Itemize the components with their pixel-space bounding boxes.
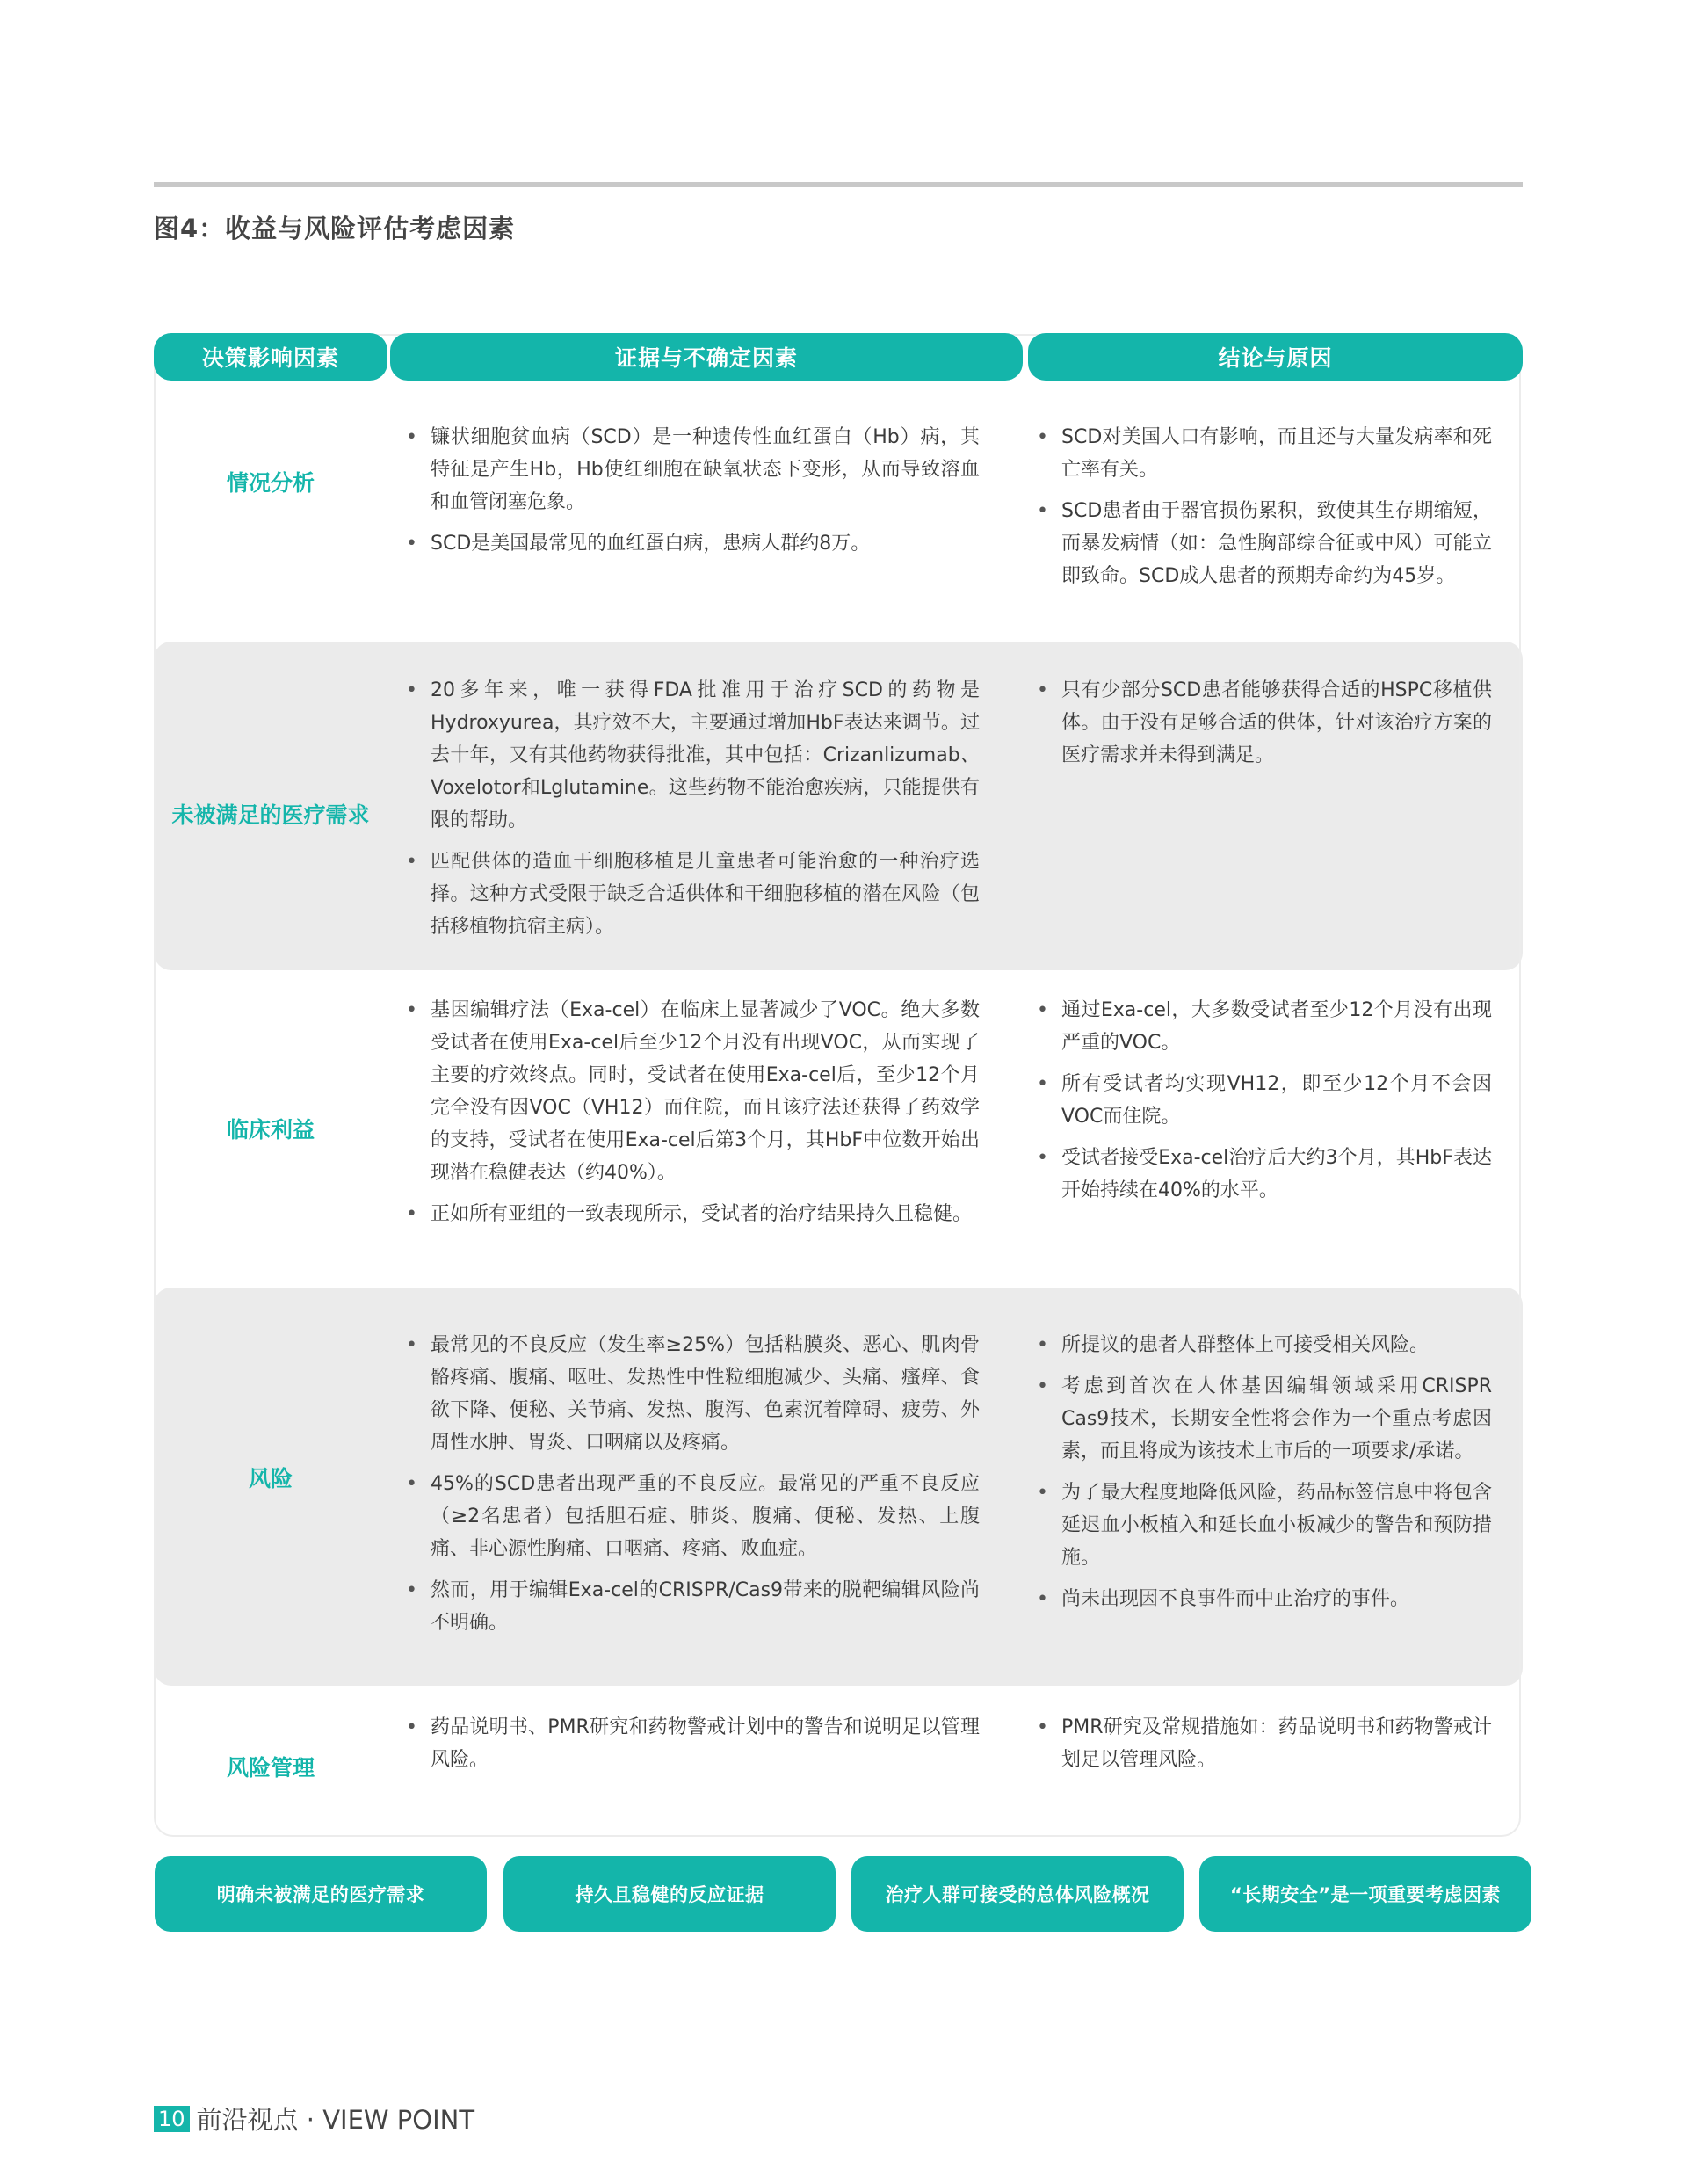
list-item: • 正如所有亚组的一致表现所示，受试者的治疗结果持久且稳健。 xyxy=(404,1198,980,1230)
factor-risk: 风险 xyxy=(248,1466,293,1491)
factor-risk-management: 风险管理 xyxy=(226,1755,315,1781)
conclusion-unmet-medical-need xyxy=(1035,674,1492,780)
evidence-risk-management xyxy=(404,1711,980,1785)
evidence-situation-analysis xyxy=(404,421,980,569)
summary-unmet-need: 明确未被满足的医疗需求 xyxy=(155,1856,487,1932)
page-footer xyxy=(154,2101,474,2137)
conclusion-risk-management xyxy=(1035,1711,1492,1785)
evidence-clinical-benefit xyxy=(404,994,980,1239)
list-item: • SCD对美国人口有影响，而且还与大量发病率和死亡率有关。 xyxy=(1035,421,1492,486)
factor-situation-analysis: 情况分析 xyxy=(226,470,315,496)
section-label: 前沿视点 · VIEW POINT xyxy=(196,2105,475,2135)
factor-unmet-medical-need: 未被满足的医疗需求 xyxy=(171,802,370,828)
top-rule xyxy=(154,182,1523,187)
header-decision-factor: 决策影响因素 xyxy=(154,333,387,381)
conclusion-situation-analysis xyxy=(1035,421,1492,601)
evidence-unmet-medical-need xyxy=(404,674,980,952)
list-item: • 20多年来，唯一获得FDA批准用于治疗SCD的药物是Hydroxyurea，其疗效不大，主要通过增加HbF表达来调节。过去十年，又有其他药物获得批准，其中包括：Crizanlizumab、Voxelotor和Lglutamine。这些药物不能治愈疾病，只能提供有限的帮助。 xyxy=(404,674,980,837)
list-item: • 45%的SCD患者出现严重的不良反应。最常见的严重不良反应（≥2名患者）包括胆石症、肺炎、腹痛、便秘、发热、上腹痛、非心源性胸痛、口咽痛、疼痛、败血症。 xyxy=(404,1468,980,1565)
list-item: • SCD是美国最常见的血红蛋白病，患病人群约8万。 xyxy=(404,527,980,560)
factor-clinical-benefit: 临床利益 xyxy=(226,1117,315,1143)
list-item: • 然而，用于编辑Exa-cel的CRISPR/Cas9带来的脱靶编辑风险尚不明确。 xyxy=(404,1574,980,1639)
list-item: • PMR研究及常规措施如：药品说明书和药物警戒计划足以管理风险。 xyxy=(1035,1711,1492,1776)
evidence-risk xyxy=(404,1329,980,1648)
conclusion-risk xyxy=(1035,1329,1492,1624)
page-number: 10 xyxy=(154,2106,190,2132)
header-conclusion: 结论与原因 xyxy=(1028,333,1523,381)
list-item: • 尚未出现因不良事件而中止治疗的事件。 xyxy=(1035,1583,1492,1615)
header-evidence: 证据与不确定因素 xyxy=(390,333,1023,381)
list-item: • 药品说明书、PMR研究和药物警戒计划中的警告和说明足以管理风险。 xyxy=(404,1711,980,1776)
list-item: • 通过Exa-cel，大多数受试者至少12个月没有出现严重的VOC。 xyxy=(1035,994,1492,1059)
list-item: • 镰状细胞贫血病（SCD）是一种遗传性血红蛋白（Hb）病，其特征是产生Hb，Hb使红细胞在缺氧状态下变形，从而导致溶血和血管闭塞危象。 xyxy=(404,421,980,519)
conclusion-clinical-benefit xyxy=(1035,994,1492,1215)
list-item: • 匹配供体的造血干细胞移植是儿童患者可能治愈的一种治疗选择。这种方式受限于缺乏合适供体和干细胞移植的潜在风险（包括移植物抗宿主病）。 xyxy=(404,845,980,943)
list-item: • 考虑到首次在人体基因编辑领域采用CRISPR Cas9技术，长期安全性将会作为一个重点考虑因素，而且将成为该技术上市后的一项要求/承诺。 xyxy=(1035,1370,1492,1468)
list-item: • 受试者接受Exa-cel治疗后大约3个月，其HbF表达开始持续在40%的水平。 xyxy=(1035,1142,1492,1207)
list-item: • SCD患者由于器官损伤累积，致使其生存期缩短，而暴发病情（如：急性胸部综合征或中风）可能立即致命。SCD成人患者的预期寿命约为45岁。 xyxy=(1035,495,1492,592)
list-item: • 为了最大程度地降低风险，药品标签信息中将包含延迟血小板植入和延长血小板减少的警告和预防措施。 xyxy=(1035,1477,1492,1574)
summary-acceptable-risk: 治疗人群可接受的总体风险概况 xyxy=(851,1856,1184,1932)
list-item: • 所有受试者均实现VH12，即至少12个月不会因VOC而住院。 xyxy=(1035,1068,1492,1133)
summary-durable-response: 持久且稳健的反应证据 xyxy=(503,1856,836,1932)
summary-long-term-safety: “长期安全”是一项重要考虑因素 xyxy=(1199,1856,1531,1932)
list-item: • 只有少部分SCD患者能够获得合适的HSPC移植供体。由于没有足够合适的供体，针对该治疗方案的医疗需求并未得到满足。 xyxy=(1035,674,1492,772)
figure-title: 图4：收益与风险评估考虑因素 xyxy=(154,214,516,243)
list-item: • 所提议的患者人群整体上可接受相关风险。 xyxy=(1035,1329,1492,1361)
list-item: • 最常见的不良反应（发生率≥25%）包括粘膜炎、恶心、肌肉骨骼疼痛、腹痛、呕吐、发热性中性粒细胞减少、头痛、瘙痒、食欲下降、便秘、关节痛、发热、腹泻、色素沉着障碍、疲劳、外周性水肿、胃炎、口咽痛以及疼痛。 xyxy=(404,1329,980,1459)
list-item: • 基因编辑疗法（Exa-cel）在临床上显著减少了VOC。绝大多数受试者在使用Exa-cel后至少12个月没有出现VOC，从而实现了主要的疗效终点。同时，受试者在使用Exa-cel后，至少12个月完全没有因VOC（VH12）而住院，而且该疗法还获得了药效学的支持，受试者在使用Exa-cel后第3个月，其HbF中位数开始出现潜在稳健表达（约40%）。 xyxy=(404,994,980,1189)
